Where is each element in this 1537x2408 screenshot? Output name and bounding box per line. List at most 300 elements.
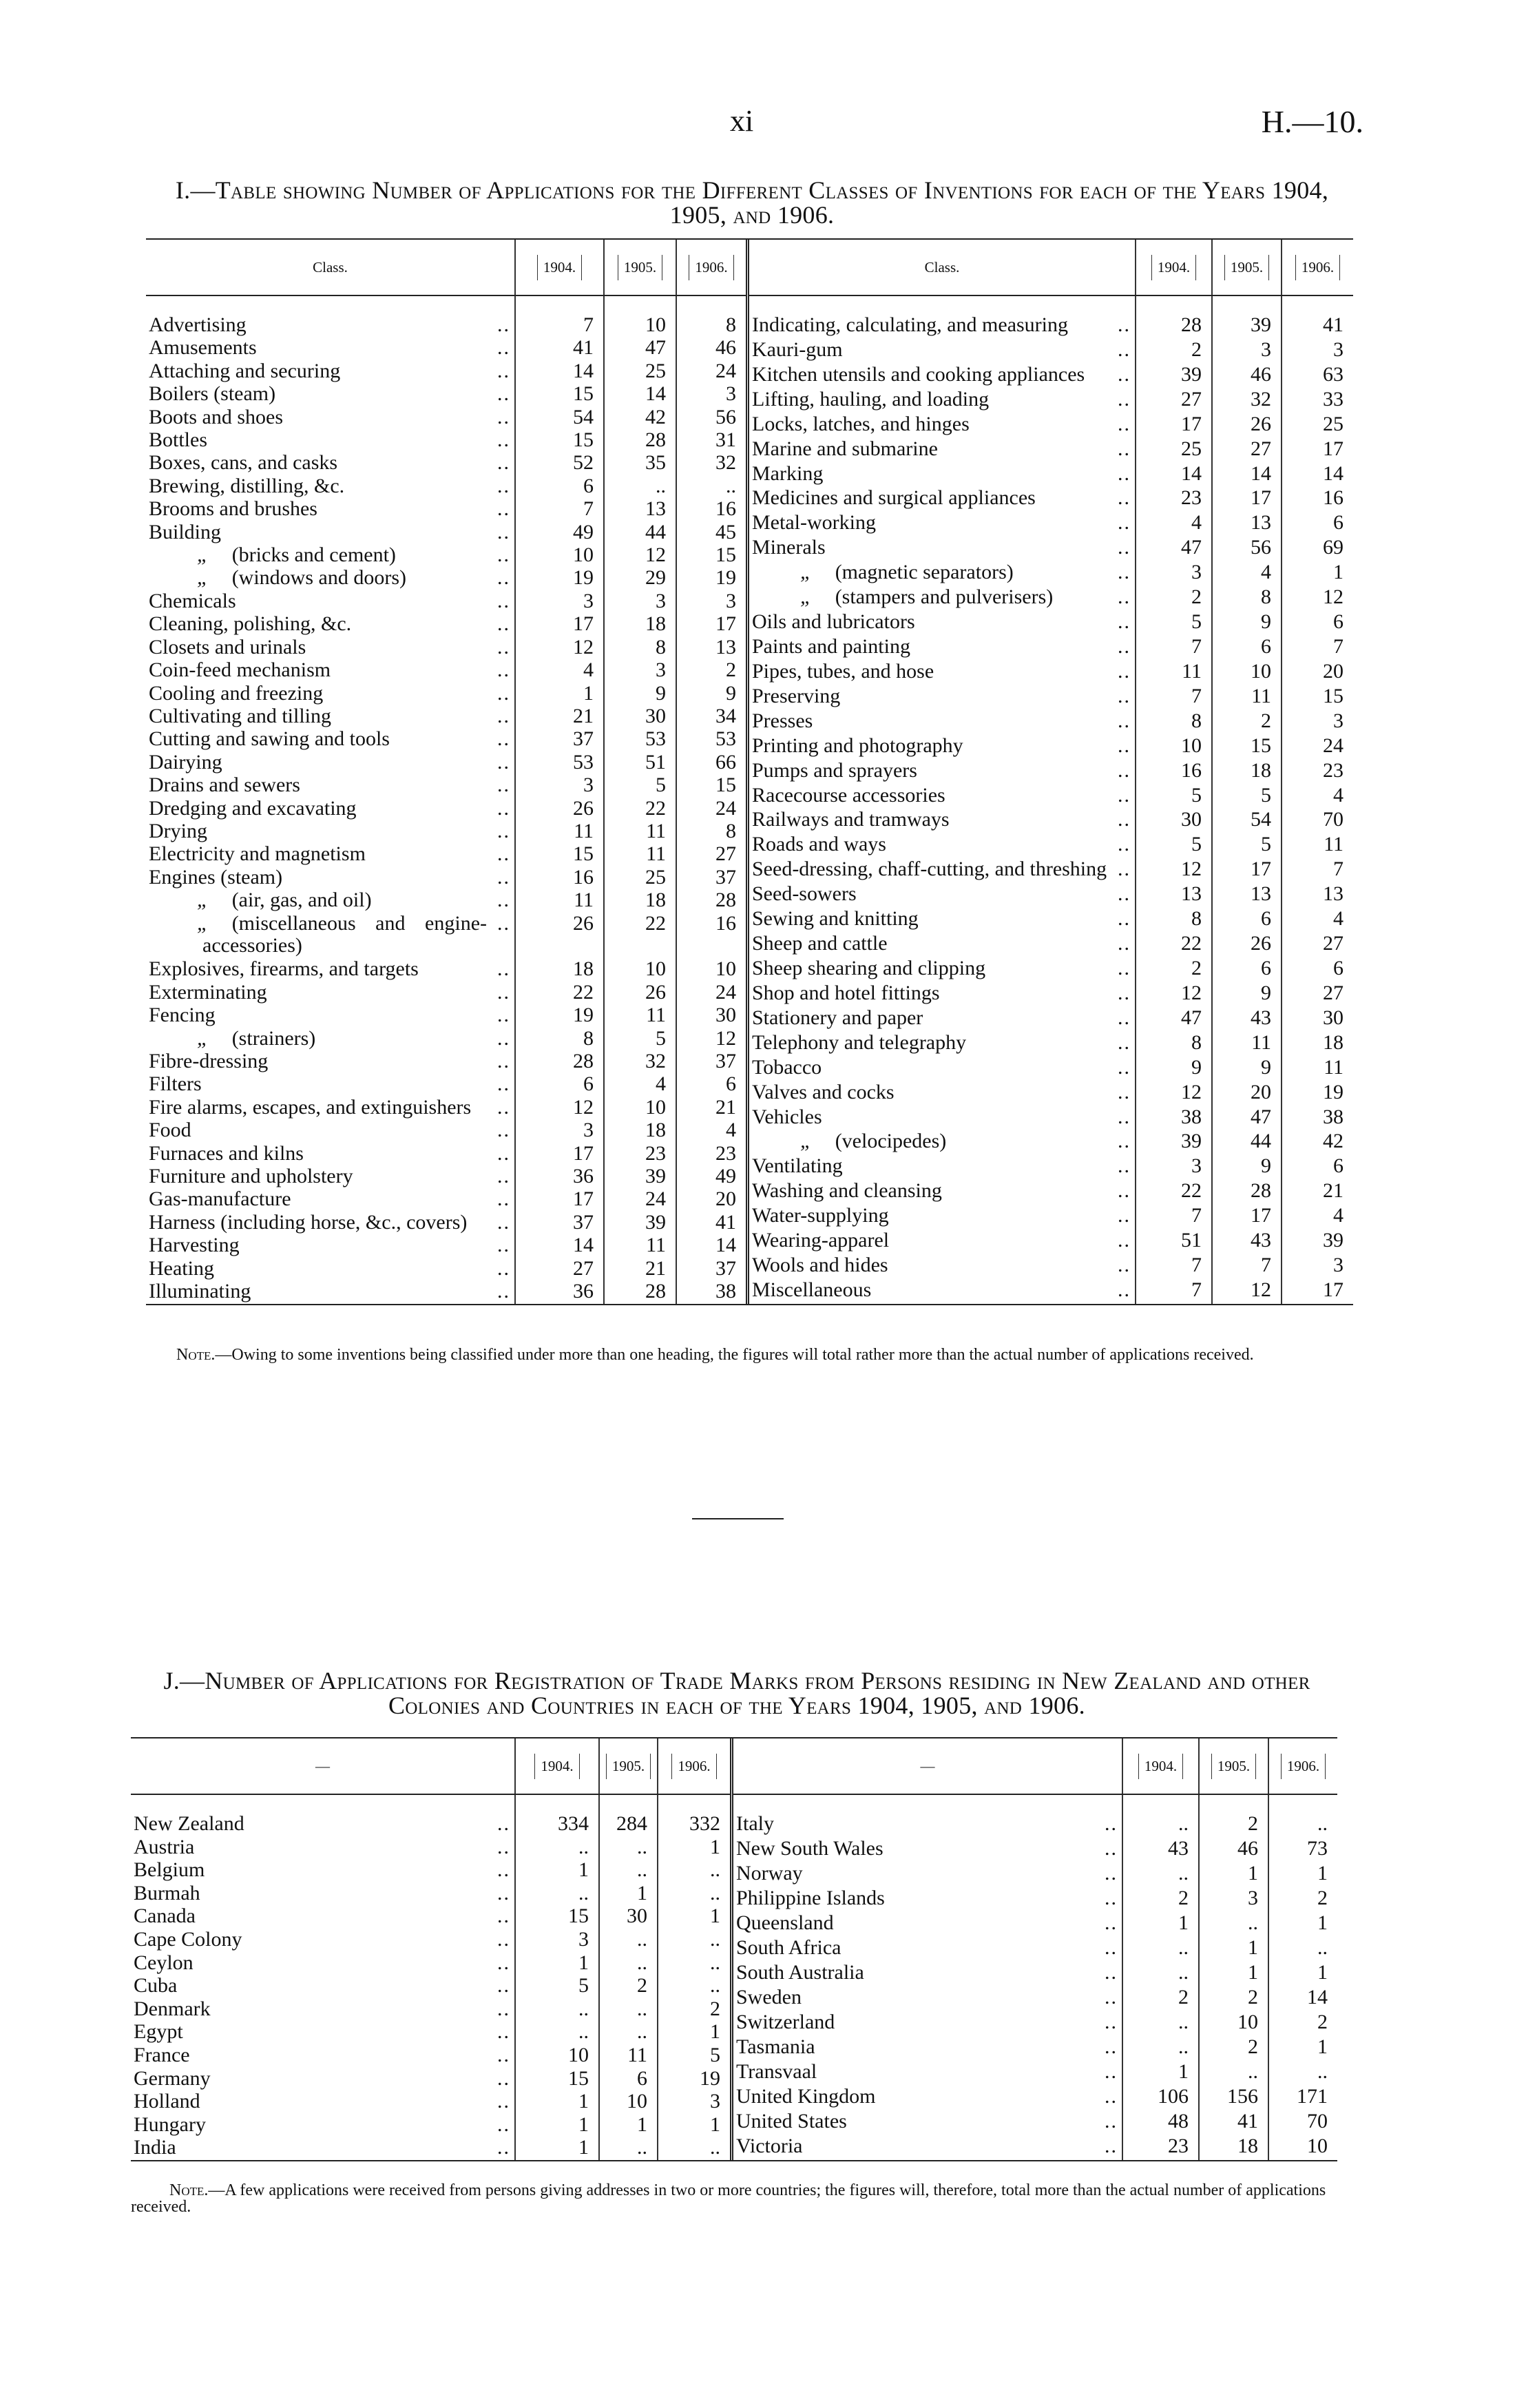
row-label-cell [749,833,1136,858]
row-label: Miscellaneous [752,1278,872,1301]
value-cell-1906: 63 [1282,364,1353,388]
table-row [146,567,746,590]
value-cell-1906: 11 [1282,833,1353,858]
value-cell-1905: 11 [604,820,676,843]
table-row [146,452,746,475]
value-cell-1904: 19 [515,1004,604,1027]
leader-dots: .. [1118,709,1131,732]
table-row [733,1887,1337,1912]
leader-dots: .. [497,2020,510,2044]
spacer-row [749,295,1353,314]
value-cell-1905: .. [599,2137,658,2160]
table-row [733,1862,1337,1887]
row-label-cell [146,383,515,406]
leader-dots: .. [497,612,510,636]
row-label: Railways and tramways [752,808,950,831]
value-cell-1905: 32 [604,1050,676,1073]
leader-dots: .. [497,543,510,567]
table-row [733,2061,1337,2086]
row-label-cell [749,1130,1136,1155]
table-row [146,1004,746,1027]
row-label-text [736,1986,1122,2009]
value-cell-1906: .. [658,2137,730,2160]
row-label-cell [733,2061,1122,2086]
value-cell-1904: 1 [515,1859,599,1882]
row-label: (magnetic separators) [835,561,1014,584]
leader-dots: .. [1118,338,1131,361]
leader-dots: .. [1118,362,1131,386]
row-label-text [736,1937,1122,1960]
row-label-cell [146,1212,515,1234]
row-label-text [149,498,514,521]
table-row [749,760,1353,785]
value-cell-1905: 3 [604,590,676,613]
row-label: Fencing [149,1004,216,1027]
value-cell-1906: 3 [676,590,746,613]
row-label-text [736,2110,1122,2133]
leader-dots: .. [1118,956,1131,979]
row-label-text [149,705,514,728]
value-cell-1905: 20 [1212,1081,1282,1106]
table-row [146,1097,746,1119]
row-label-text [134,1836,514,1859]
table-row [146,820,746,843]
row-label-cell [749,1081,1136,1106]
row-label-text [134,1952,514,1975]
value-cell-1905: 41 [1199,2110,1268,2135]
table-row [146,728,746,751]
value-cell-1904: 22 [1136,933,1212,957]
leader-dots: .. [497,405,510,428]
section-divider [692,1518,784,1519]
leader-dots: .. [1118,808,1131,831]
row-label-text [752,735,1135,758]
row-label: Washing and cleansing [752,1179,942,1203]
leader-dots: .. [1105,1887,1118,1909]
row-label: Belgium [134,1858,205,1882]
table-row [749,339,1353,364]
row-label: Boxes, cans, and casks [149,451,338,475]
value-cell-1904: 3 [515,590,604,613]
table-row [146,1280,746,1304]
row-label-cell [749,1279,1136,1304]
value-cell-1906: 6 [1282,957,1353,982]
value-cell-1904: 10 [1136,735,1212,760]
value-cell-1905: 11 [599,2044,658,2068]
value-cell-1905: 18 [604,1119,676,1142]
row-label-text [752,908,1135,931]
value-cell-1905: 4 [604,1073,676,1096]
year-header [515,240,604,295]
value-cell-1904: 11 [1136,661,1212,685]
row-label-text [752,413,1135,436]
table-row [749,982,1353,1007]
table-row [146,590,746,613]
leader-dots: .. [497,681,510,705]
row-label-text [752,883,1135,906]
row-label-text [736,2061,1122,2084]
row-label: Switzerland [736,2011,835,2033]
value-cell-1904: .. [1122,2011,1199,2036]
value-cell-1904: 2 [1136,339,1212,364]
row-label-text [149,452,514,475]
value-cell-1905: 5 [604,774,676,797]
row-label-text [752,438,1135,461]
table-row [749,413,1353,438]
leader-dots: .. [497,1881,510,1904]
row-label-text [134,1859,514,1882]
row-label: Harvesting [149,1234,240,1257]
value-cell-1904: 8 [1136,710,1212,735]
row-label-cell [146,314,515,337]
year-header [658,1738,730,1794]
row-label-text [752,661,1135,683]
value-cell-1904: 28 [1136,314,1212,339]
row-label-cell [146,567,515,590]
value-cell-1906: 24 [676,360,746,383]
value-cell-1904: 8 [1136,1032,1212,1057]
row-label-cell [146,590,515,613]
value-cell-1904: 23 [1136,487,1212,512]
value-cell-1906: 21 [676,1097,746,1119]
table-i-left-half [146,240,746,1304]
year-label: 1904. [1138,1754,1183,1779]
year-header [676,240,746,295]
note-text: —A few applications were received from persons giving addresses in two or more countries; the figures will, therefore, total more than the actual number of applications received. [131,2181,1326,2216]
leader-dots: .. [1118,1105,1131,1128]
leader-dots: .. [497,704,510,727]
value-cell-1904: 39 [1136,1130,1212,1155]
leader-dots: .. [1105,2060,1118,2083]
value-cell-1905: 1 [1199,1937,1268,1962]
row-label: Chemicals [149,589,236,612]
table-row [733,2036,1337,2061]
row-label: Valves and cocks [752,1080,895,1103]
row-label-text [134,2090,514,2113]
row-label-cell [131,1975,515,1998]
leader-dots: .. [497,1997,510,2020]
row-label-cell [749,858,1136,883]
value-cell-1905: 43 [1212,1007,1282,1032]
value-cell-1905: 14 [1212,463,1282,488]
note-lead: Note. [169,2181,209,2199]
leader-dots: .. [497,658,510,682]
row-label-cell [749,413,1136,438]
row-label-cell [146,958,515,981]
table-row [749,809,1353,833]
header-row [733,1738,1337,1794]
value-cell-1904: 12 [515,636,604,659]
table-row [749,661,1353,685]
table-row [131,1929,730,1952]
leader-dots: .. [1118,561,1131,584]
table-row [146,751,746,774]
table-row [733,1962,1337,1986]
row-label-cell [733,2110,1122,2135]
year-label: 1906. [1281,1754,1326,1779]
row-label-text [736,2011,1122,2034]
row-label-cell [733,1813,1122,1838]
leader-dots: .. [1105,1812,1118,1835]
value-cell-1906: .. [658,1952,730,1975]
value-cell-1905: 42 [604,406,676,429]
value-cell-1904: 14 [515,1234,604,1257]
value-cell-1904: .. [1122,1937,1199,1962]
value-cell-1906: 19 [658,2068,730,2091]
document-code: H.—10. [1261,104,1363,139]
row-label-text [134,2137,514,2159]
row-label: Dredging and excavating [149,796,357,820]
value-cell-1905: 17 [1212,487,1282,512]
value-cell-1905: 10 [604,958,676,981]
row-label-text [752,364,1135,386]
table-row [131,2068,730,2091]
value-cell-1904: 1 [515,2137,599,2160]
table-row [749,1081,1353,1106]
value-cell-1905: 28 [604,1280,676,1304]
row-label-text [752,809,1135,831]
year-label: 1905. [1224,255,1269,280]
value-cell-1905: 10 [604,1097,676,1119]
table-row [749,785,1353,809]
table-row [749,1229,1353,1254]
table-row [146,636,746,659]
table-row [131,1975,730,1998]
row-label-text [134,1882,514,1905]
leader-dots: .. [1105,1936,1118,1959]
row-label-text [752,1057,1135,1079]
leader-dots: .. [497,635,510,658]
value-cell-1906: 37 [676,866,746,889]
row-label: Cultivating and tilling [149,704,331,727]
value-cell-1905: 1 [599,1882,658,1906]
leader-dots: .. [497,2136,510,2159]
row-label-cell [749,512,1136,537]
leader-dots: .. [1105,2085,1118,2108]
header-row [131,1738,730,1794]
row-label-text [149,1073,514,1096]
row-label-cell [146,544,515,567]
table-row [749,636,1353,661]
value-cell-1905: 5 [1212,833,1282,858]
row-label-cell [146,728,515,751]
value-cell-1906: 16 [676,913,746,959]
leader-dots: .. [497,865,510,889]
class-header: — [733,1738,1122,1794]
row-label-text [736,2086,1122,2108]
row-label: Engines (steam) [149,865,283,889]
row-label-text [149,521,514,544]
row-label-cell [749,908,1136,933]
row-label-text [149,406,514,429]
leader-dots: .. [1105,1961,1118,1984]
value-cell-1906: 1 [1268,2036,1337,2061]
value-cell-1906: 30 [1282,1007,1353,1032]
value-cell-1905: 156 [1199,2086,1268,2110]
value-cell-1906: 14 [1282,463,1353,488]
table-row [146,866,746,889]
leader-dots: .. [497,2066,510,2090]
leader-dots: .. [497,1095,510,1119]
value-cell-1906: .. [658,1929,730,1952]
row-label-cell [749,636,1136,661]
value-cell-1904: 4 [515,659,604,682]
value-cell-1905: 8 [604,636,676,659]
value-cell-1906: .. [658,1859,730,1882]
value-cell-1904: 1 [1122,2061,1199,2086]
value-cell-1905: 46 [1199,1838,1268,1862]
row-label-text [149,337,514,360]
table-row [749,957,1353,982]
value-cell-1905: 47 [604,337,676,360]
row-label-text [149,774,514,797]
row-label: Italy [736,1812,774,1835]
row-label-cell [146,1188,515,1211]
row-label-cell [131,1813,515,1836]
row-label-text [149,1258,514,1280]
row-label: Furnaces and kilns [149,1141,304,1165]
leader-dots: .. [497,750,510,774]
row-label: Sweden [736,1986,802,2009]
leader-dots: .. [497,1927,510,1951]
value-cell-1905: 28 [604,429,676,452]
value-cell-1904: 36 [515,1280,604,1304]
table-row [146,1188,746,1211]
row-label-cell [749,710,1136,735]
value-cell-1906: 70 [1268,2110,1337,2135]
row-label: Austria [134,1835,195,1858]
row-label: Vehicles [752,1105,822,1128]
value-cell-1904: 6 [515,1073,604,1096]
leader-dots: .. [497,1072,510,1096]
row-label: Metal-working [752,511,876,534]
year-header [1122,1738,1199,1794]
row-label: Oils and lubricators [752,610,915,634]
value-cell-1906: 46 [676,337,746,360]
row-label-text [149,659,514,682]
row-label-text [752,1007,1135,1030]
row-label-text [149,1165,514,1188]
leader-dots: .. [497,1812,510,1835]
row-label: Ceylon [134,1951,194,1974]
row-label-cell [131,2068,515,2091]
table-row [749,1254,1353,1279]
value-cell-1906: .. [1268,2061,1337,2086]
table-row [131,1905,730,1929]
row-label: Indicating, calculating, and measuring [752,313,1069,336]
leader-dots: .. [497,1187,510,1211]
value-cell-1904: 37 [515,728,604,751]
value-cell-1906: 15 [1282,685,1353,710]
row-label: Presses [752,709,813,732]
table-row [146,1143,746,1165]
leader-dots: .. [1105,2135,1118,2157]
leader-dots: .. [497,359,510,382]
row-label-text [149,613,514,636]
value-cell-1906: 5 [658,2044,730,2068]
value-cell-1904: 39 [1136,364,1212,388]
value-cell-1905: 11 [604,1234,676,1257]
table-row [749,1205,1353,1229]
row-label-cell [146,659,515,682]
row-label: Cleaning, polishing, &c. [149,612,352,636]
table-row [733,1937,1337,1962]
value-cell-1906: 4 [1282,1205,1353,1229]
row-label-text [149,1028,514,1050]
value-cell-1904: 23 [1122,2135,1199,2160]
row-label-cell [131,2114,515,2137]
row-label: France [134,2043,190,2066]
year-label: 1905. [1211,1754,1256,1779]
leader-dots: .. [497,497,510,521]
value-cell-1906: 20 [1282,661,1353,685]
value-cell-1904: 2 [1136,586,1212,611]
value-cell-1905: 13 [604,498,676,521]
row-label-text [149,360,514,383]
value-cell-1904: 27 [515,1258,604,1280]
value-cell-1904: 12 [1136,858,1212,883]
table-i [146,238,1353,1305]
row-label-cell [749,561,1136,586]
table-row [146,1165,746,1188]
leader-dots: .. [1118,387,1131,411]
row-label-cell [146,1004,515,1027]
leader-dots: .. [497,1858,510,1882]
value-cell-1904: 5 [1136,611,1212,636]
value-cell-1905: 14 [604,383,676,406]
value-cell-1906: 8 [676,820,746,843]
value-cell-1906: 6 [1282,611,1353,636]
row-label-text [752,833,1135,856]
value-cell-1904: 12 [1136,1081,1212,1106]
value-cell-1905: 18 [604,613,676,636]
table-row [749,463,1353,488]
row-label: Preserving [752,684,841,707]
table-row [131,2021,730,2044]
row-label-cell [733,1838,1122,1862]
year-label: 1905. [606,1754,651,1779]
row-label: Wools and hides [752,1254,888,1277]
row-label-cell [146,406,515,429]
row-label: Sewing and knitting [752,907,919,931]
table-row [131,1952,730,1975]
value-cell-1905: 284 [599,1813,658,1836]
value-cell-1904: 41 [515,337,604,360]
leader-dots: .. [497,1050,510,1073]
value-cell-1905: 10 [1212,661,1282,685]
row-label: South Africa [736,1936,841,1959]
value-cell-1905: 22 [604,913,676,959]
table-row [131,2090,730,2114]
row-label-text [134,1905,514,1928]
row-label: Norway [736,1862,803,1885]
row-label-text [134,2114,514,2137]
row-label-text [149,1212,514,1234]
value-cell-1904: 21 [515,705,604,728]
value-cell-1905: 5 [604,1028,676,1050]
value-cell-1906: 1 [1268,1962,1337,1986]
value-cell-1906: 31 [676,429,746,452]
row-label: Explosives, firearms, and targets [149,957,419,981]
value-cell-1906: .. [658,1882,730,1906]
value-cell-1906: 27 [1282,982,1353,1007]
ditto-mark: „ [197,889,209,912]
value-cell-1904: 7 [1136,636,1212,661]
row-label-text [149,751,514,774]
row-label-text [752,1081,1135,1104]
value-cell-1906: 4 [1282,785,1353,809]
value-cell-1905: 15 [1212,735,1282,760]
